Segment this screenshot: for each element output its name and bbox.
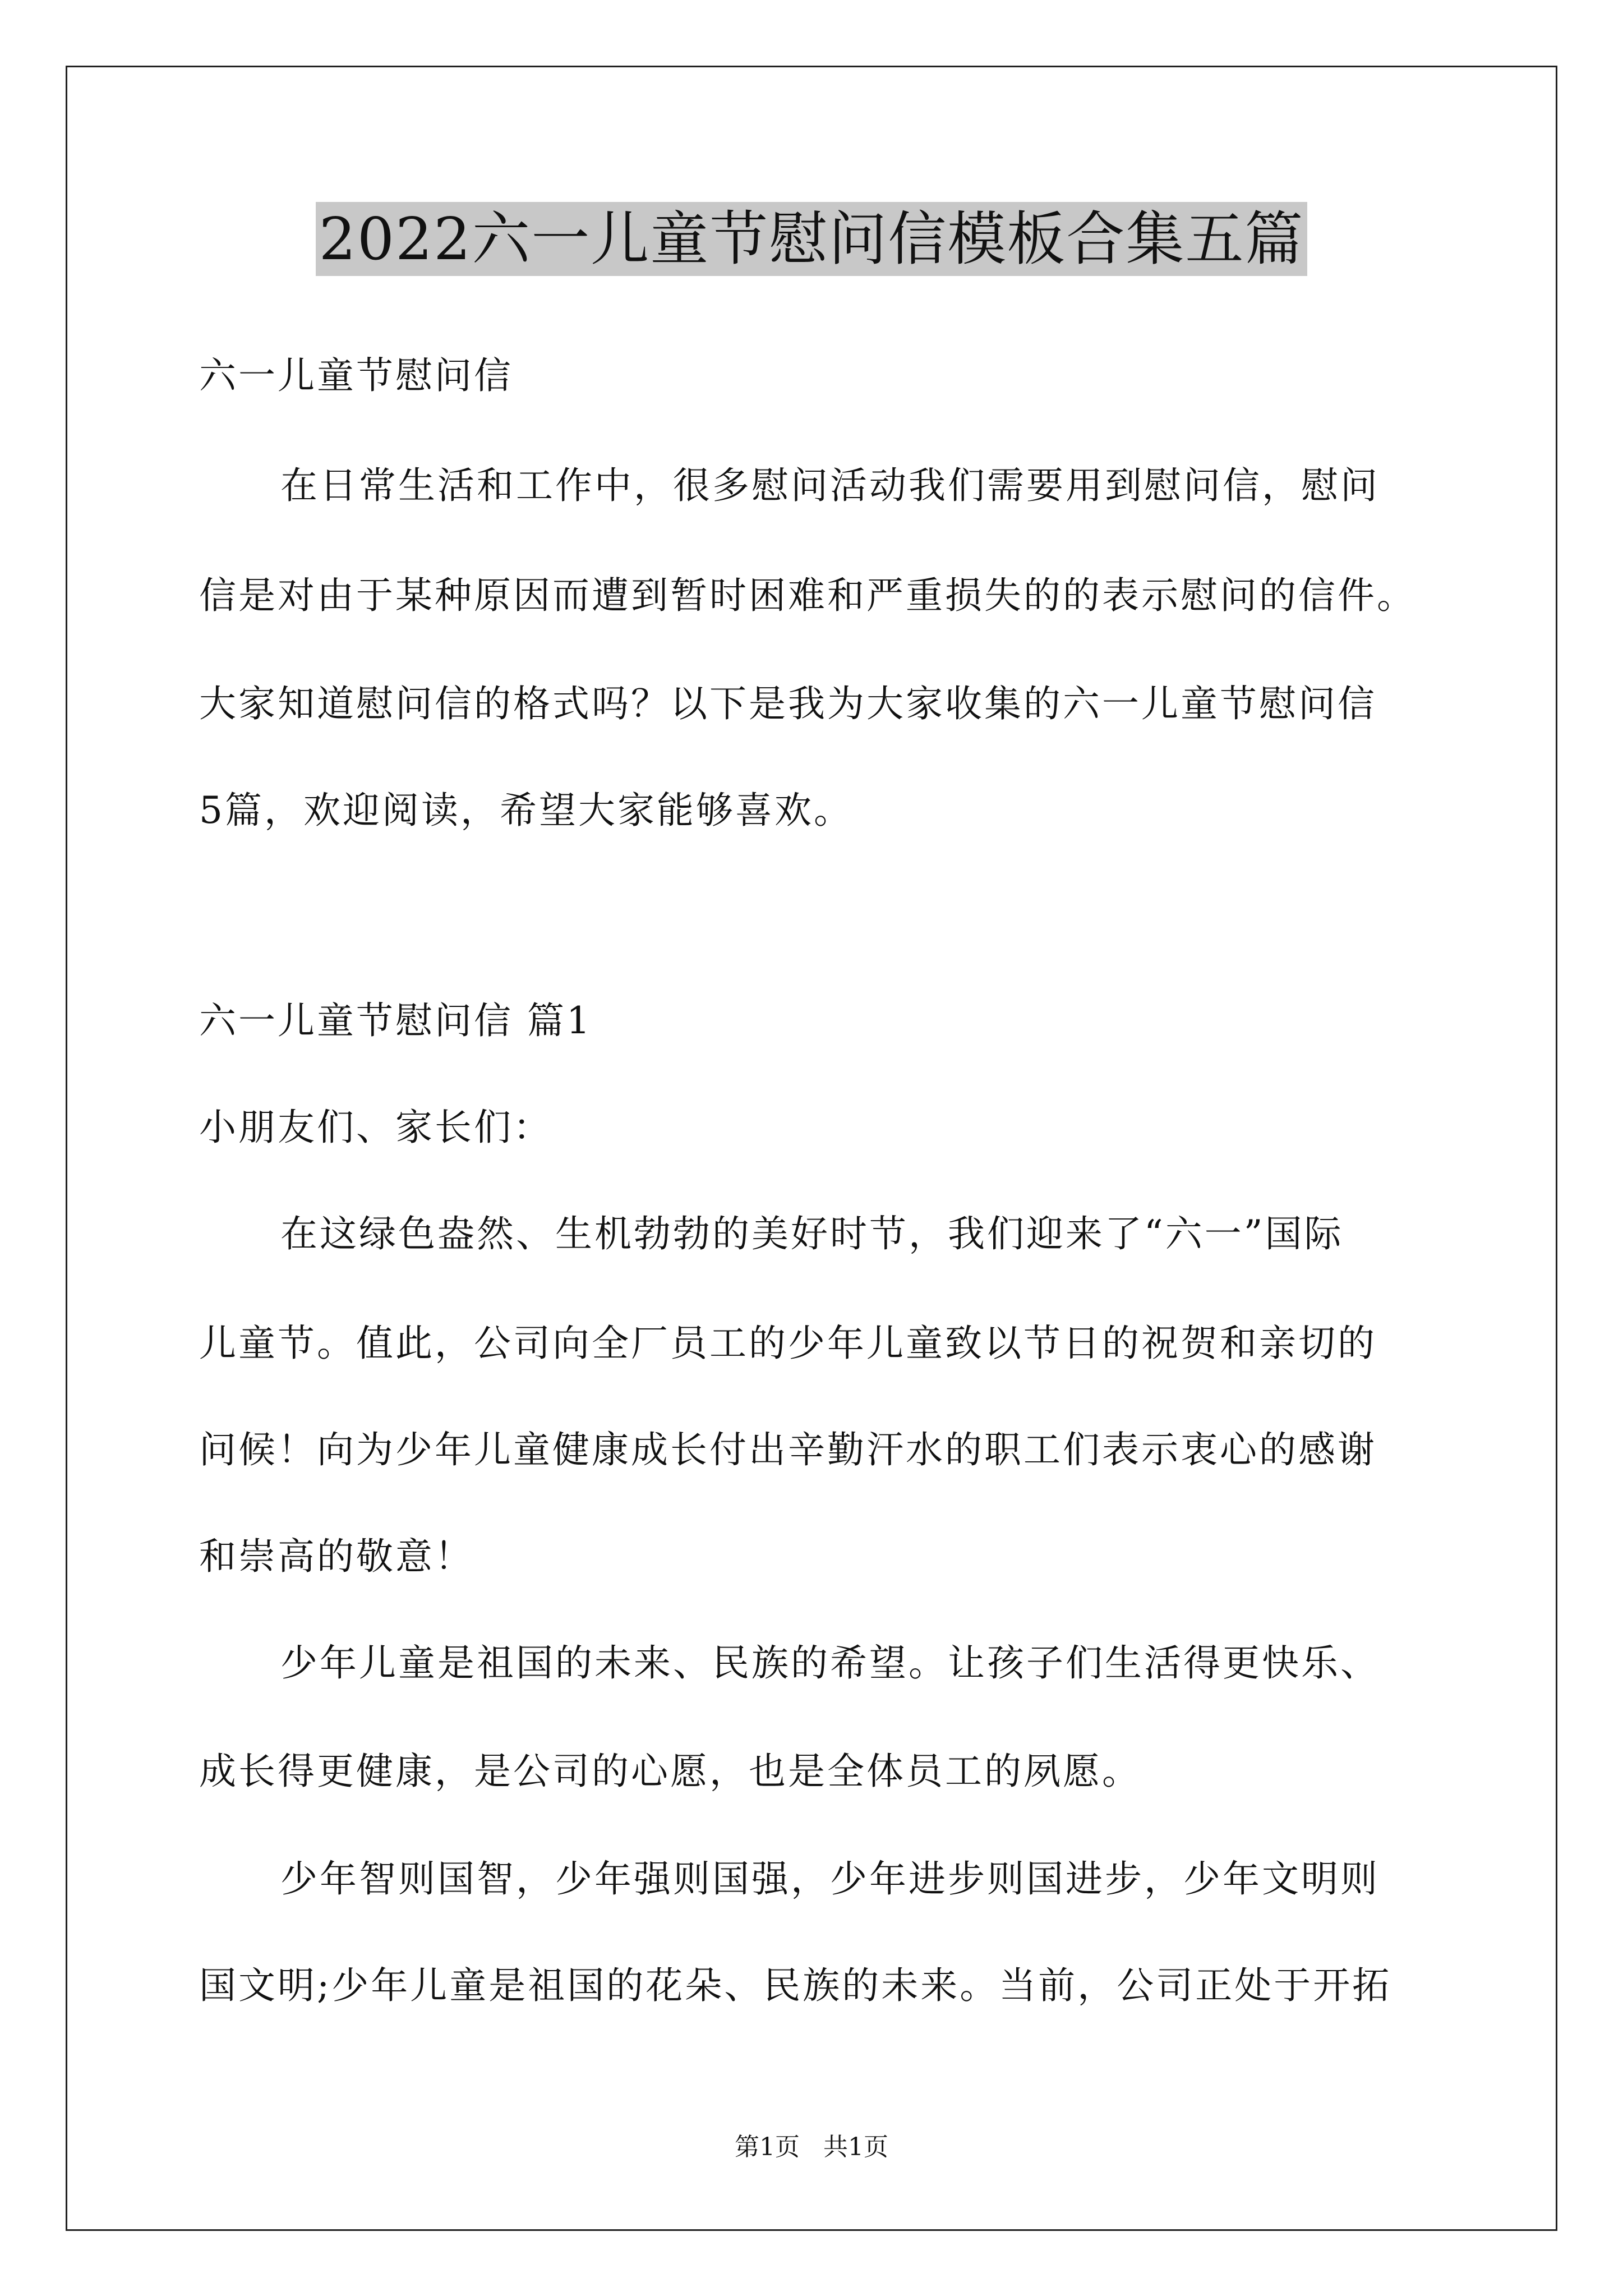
page-number-footer: 第1页 共1页 xyxy=(735,2133,888,2161)
paragraph-line: 5篇，欢迎阅读，希望大家能够喜欢。 xyxy=(199,789,853,832)
paragraph-line: 在日常生活和工作中，很多慰问活动我们需要用到慰问信，慰问 xyxy=(280,464,1380,507)
paragraph-line: 成长得更健康，是公司的心愿，也是全体员工的夙愿。 xyxy=(199,1750,1141,1793)
paragraph-line: 少年智则国智，少年强则国强，少年进步则国进步，少年文明则 xyxy=(280,1857,1380,1901)
paragraph-line: 儿童节。值此，公司向全厂员工的少年儿童致以节日的祝贺和亲切的 xyxy=(199,1322,1377,1365)
document-title: 2022六一儿童节慰问信模板合集五篇 xyxy=(316,202,1308,276)
section-heading: 六一儿童节慰问信 篇1 xyxy=(199,999,592,1042)
title-container xyxy=(0,202,1623,276)
paragraph-line: 和崇高的敬意！ xyxy=(199,1535,474,1578)
salutation: 小朋友们、家长们： xyxy=(199,1106,552,1149)
paragraph-line: 问候！向为少年儿童健康成长付出辛勤汗水的职工们表示衷心的感谢 xyxy=(199,1428,1377,1471)
paragraph-line: 少年儿童是祖国的未来、民族的希望。让孩子们生活得更快乐、 xyxy=(280,1641,1380,1685)
section-heading: 六一儿童节慰问信 xyxy=(199,354,513,397)
paragraph-line: 在这绿色盎然、生机勃勃的美好时节，我们迎来了“六一”国际 xyxy=(280,1212,1344,1255)
paragraph-line: 信是对由于某种原因而遭到暂时困难和严重损失的的表示慰问的信件。 xyxy=(199,574,1416,617)
paragraph-line: 国文明;少年儿童是祖国的花朵、民族的未来。当前，公司正处于开拓 xyxy=(199,1964,1392,2007)
paragraph-line: 大家知道慰问信的格式吗？以下是我为大家收集的六一儿童节慰问信 xyxy=(199,682,1377,725)
